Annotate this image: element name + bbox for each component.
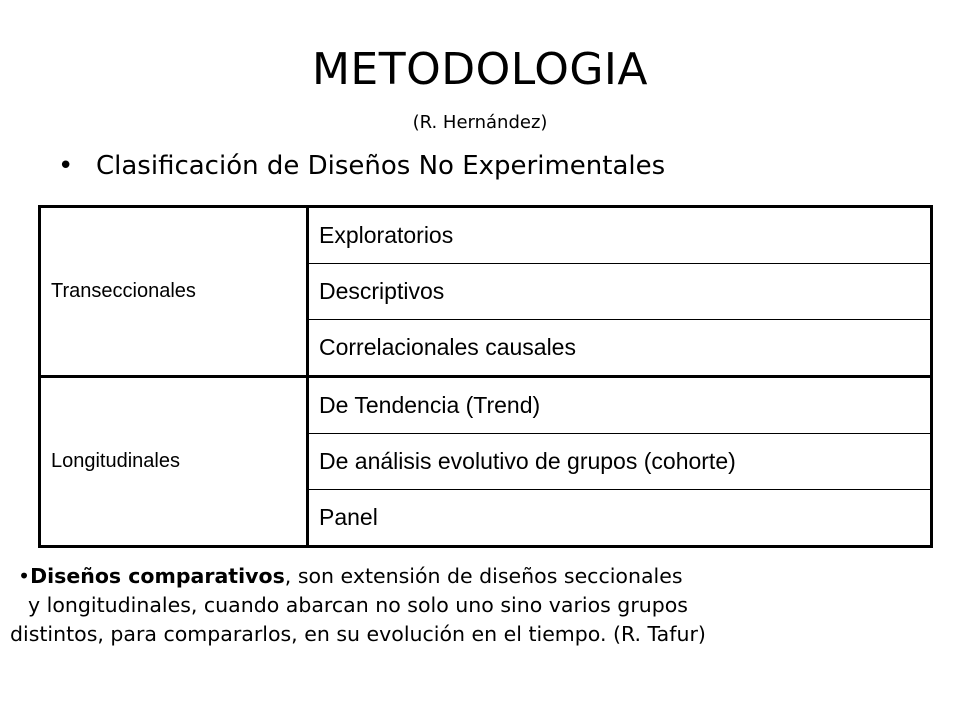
footnote-paragraph (10, 562, 950, 649)
slide-title: METODOLOGIA (311, 44, 649, 95)
design-classification-table (38, 205, 933, 548)
table-cell-item: Descriptivos (308, 264, 932, 320)
table-cell-item: Panel (308, 490, 932, 547)
table-row (40, 377, 932, 434)
main-bullet (58, 145, 665, 187)
footnote-line-1-rest: , son extensión de diseños seccionales (284, 564, 683, 588)
bullet-dot-icon: • (58, 151, 74, 181)
footnote-bullet-icon: • (18, 564, 31, 588)
table-cell-item: De análisis evolutivo de grupos (cohorte) (308, 434, 932, 490)
footnote-line-2: y longitudinales, cuando abarcan no solo uno sino varios grupos (28, 593, 688, 617)
table-cell-item: Correlacionales causales (308, 320, 932, 377)
group-cell-transeccionales: Transeccionales (40, 207, 308, 377)
table-cell-item: De Tendencia (Trend) (308, 377, 932, 434)
main-bullet-text: Clasificación de Diseños No Experimentales (96, 151, 666, 181)
footnote-line-3: distintos, para compararlos, en su evolución en el tiempo. (R. Tafur) (10, 622, 706, 646)
footnote-line-1 (10, 562, 950, 591)
group-cell-longitudinales: Longitudinales (40, 377, 308, 547)
table-row (40, 207, 932, 264)
slide-subtitle: (R. Hernández) (412, 112, 548, 133)
table-cell-item: Exploratorios (308, 207, 932, 264)
footnote-bold-term: Diseños comparativos (30, 564, 285, 588)
